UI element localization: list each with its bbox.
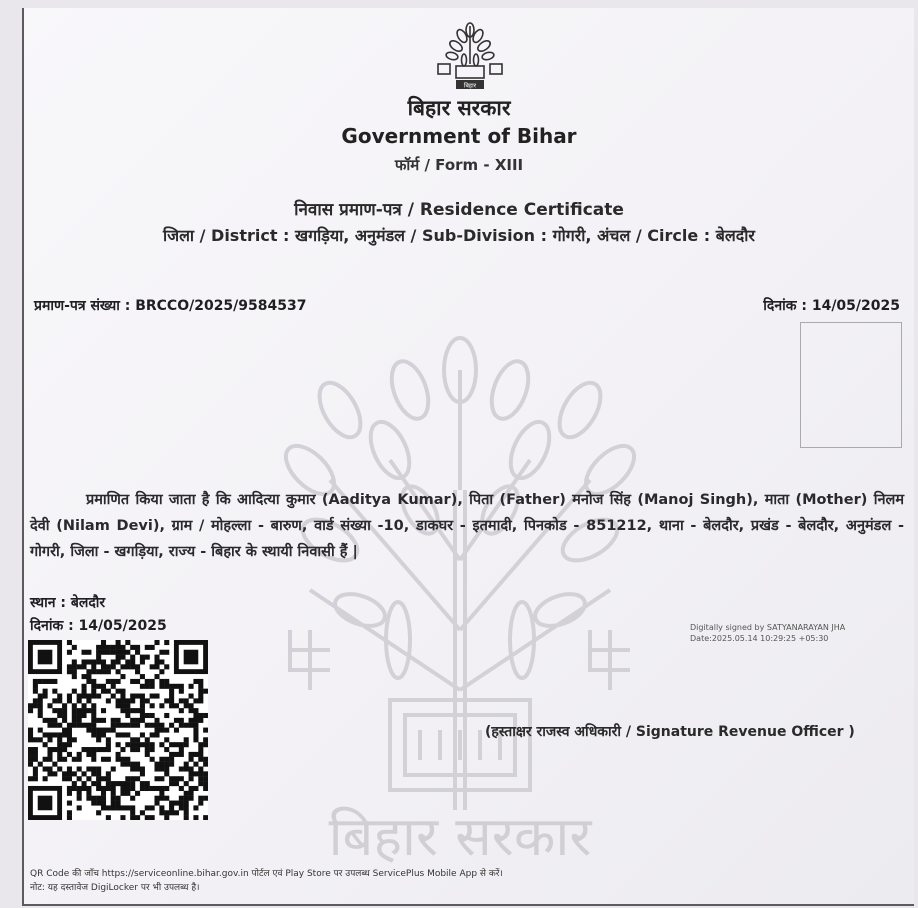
bodhi-tree-watermark: [270, 330, 650, 870]
place-of-issue: स्थान : बेलदौर: [30, 595, 106, 611]
title-english: Government of Bihar: [341, 124, 577, 148]
digital-signature-line1: Digitally signed by SATYANARAYAN JHA: [690, 623, 846, 632]
signature-label: (हस्ताक्षर राजस्व अधिकारी / Signature Revenue Officer ): [485, 724, 855, 740]
issue-date-bottom: दिनांक : 14/05/2025: [30, 618, 167, 634]
digilocker-note: नोट: यह दस्तावेज DigiLocker पर भी उपलब्ध है।: [30, 883, 200, 893]
watermark-text: बिहार सरकार: [328, 805, 592, 868]
certificate-title: निवास प्रमाण-पत्र / Residence Certificate: [294, 200, 624, 220]
qr-finder-pattern: [38, 796, 53, 811]
form-number: फॉर्म / Form - XIII: [394, 156, 524, 174]
photo-placeholder: [800, 322, 902, 448]
title-hindi: बिहार सरकार: [407, 96, 511, 120]
qr-finder-pattern: [38, 650, 53, 665]
digital-signature-stamp: [690, 622, 845, 644]
emblem-caption: बिहार: [463, 82, 477, 90]
qr-verification-note: QR Code की जाँच https://serviceonline.bihar.gov.in पोर्टल एवं Play Store पर उपलब्ध ServicePlus Mobile App से करें।: [30, 869, 503, 879]
issue-date-top: दिनांक : 14/05/2025: [763, 298, 900, 314]
qr-code[interactable]: [28, 640, 208, 820]
bihar-emblem-icon: [432, 20, 508, 92]
qr-finder-pattern: [184, 650, 199, 665]
certificate-number: प्रमाण-पत्र संख्या : BRCCO/2025/9584537: [34, 298, 307, 314]
certificate-body-text: प्रमाणित किया जाता है कि आदित्या कुमार (Aaditya Kumar), पिता (Father) मनोज सिंह (Manoj Singh), माता (Mother) निलम देवी (Nilam Devi), ग्राम / मोहल्ला - बारुण, वार्ड संख्या -10, डाकघर - इतमादी, पिनकोड - 851212, थाना - बेलदौर, प्रखंड - बेलदौर, अनुमंडल - गोगरी, जिला - खगड़िया, राज्य - बिहार के स्थायी निवासी हैं |: [30, 492, 904, 560]
digital-signature-line2: Date:2025.05.14 10:29:25 +05:30: [690, 634, 829, 643]
district-line: जिला / District : खगड़िया, अनुमंडल / Sub-Division : गोगरी, अंचल / Circle : बेलदौर: [163, 226, 755, 245]
